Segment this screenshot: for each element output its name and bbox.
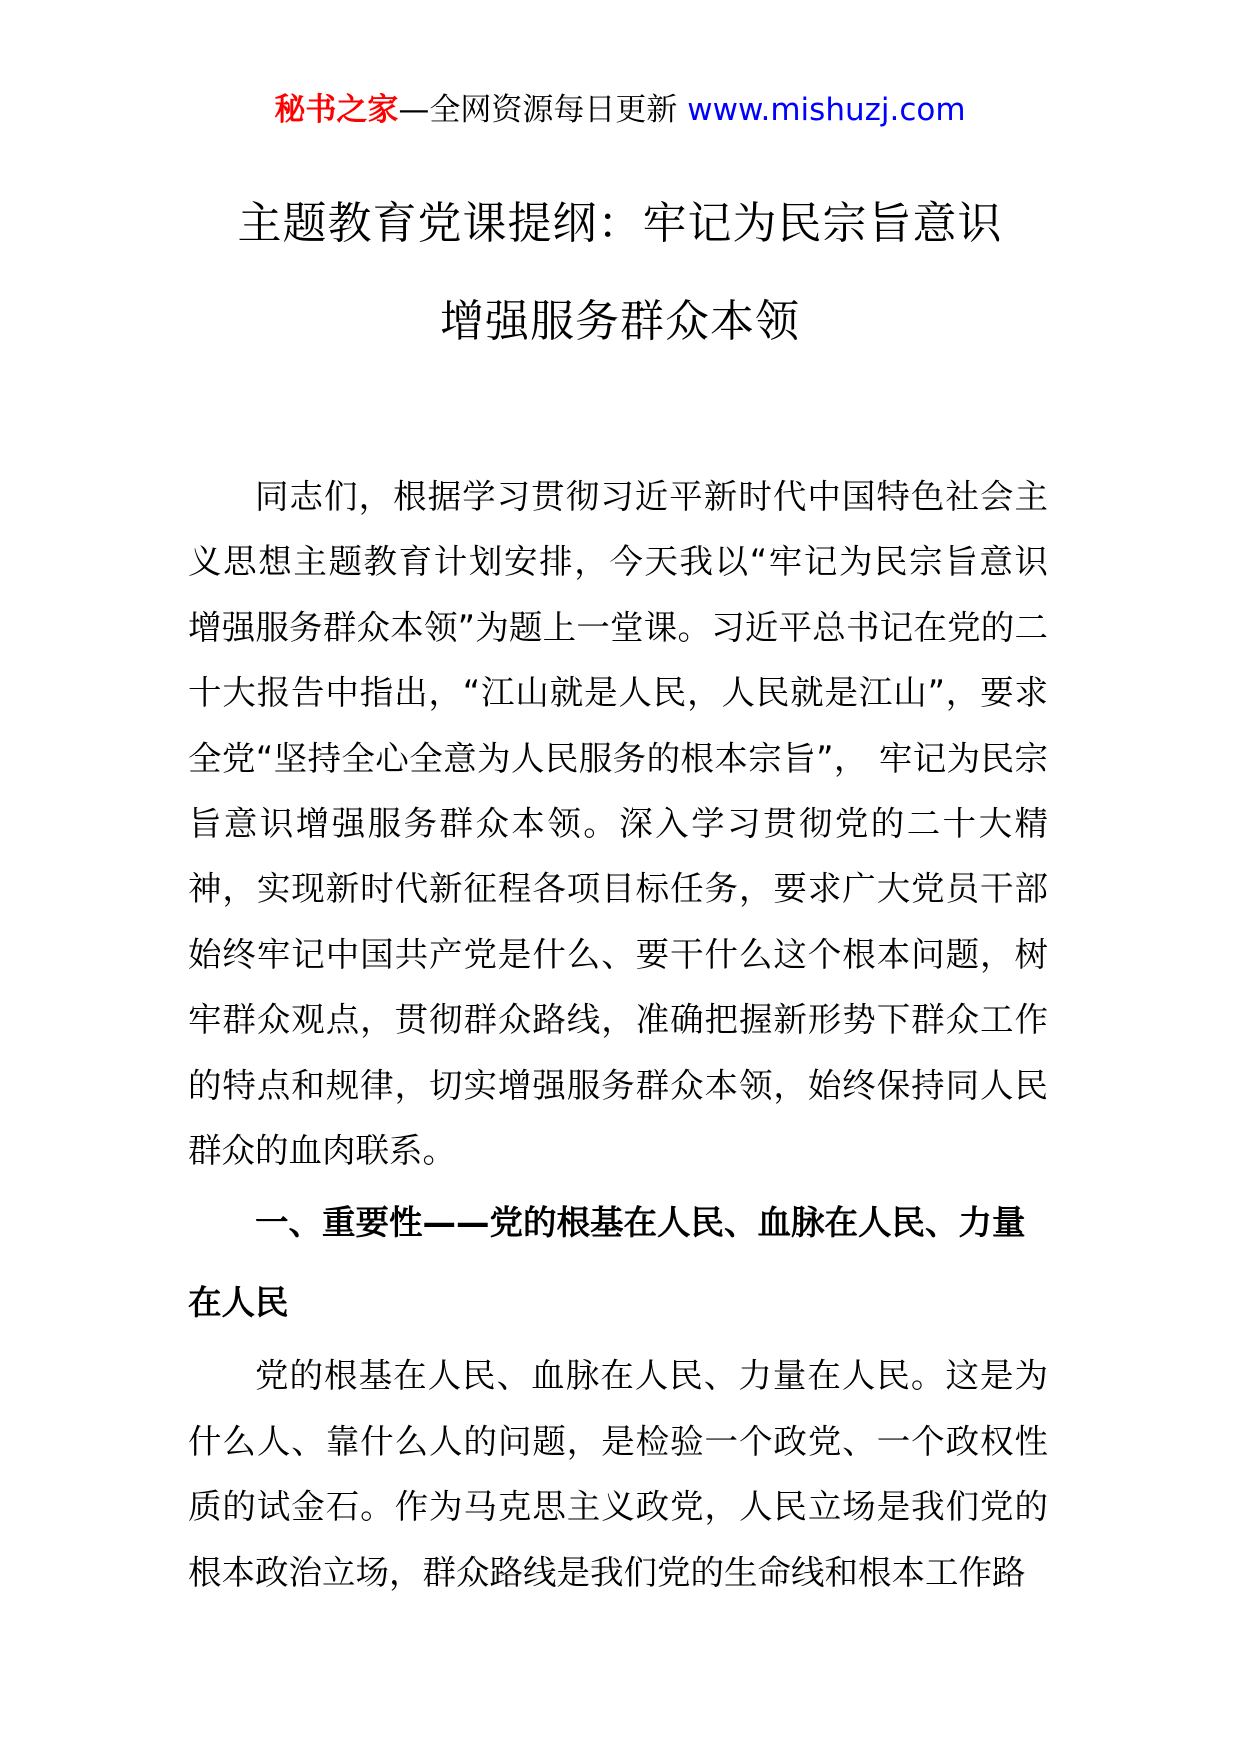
site-url-link[interactable]: www.mishuzj.com <box>687 92 966 128</box>
intro-paragraph: 同志们，根据学习贯彻习近平新时代中国特色社会主义思想主题教育计划安排，今天我以“牢记为民宗旨意识 增强服务群众本领”为题上一堂课。习近平总书记在党的二十大报告中指出，“江山就是人民，人民就是江山”，要求全党“坚持全心全意为人民服务的根本宗旨”， 牢记为民宗旨意识增强服务群众本领。深入学习贯彻党的二十大精神，实现新时代新征程各项目标任务，要求广大党员干部始终牢记中国共产党是什么、要干什么这个根本问题，树牢群众观点，贯彻群众路线，准确把握新形势下群众工作的特点和规律，切实增强服务群众本领，始终保持同人民群众的血肉联系。 <box>188 477 1048 1171</box>
site-tagline: —全网资源每日更新 <box>398 92 678 128</box>
document-title-line-2: 增强服务群众本领 <box>440 296 800 347</box>
document-title-line-1: 主题教育党课提纲：牢记为民宗旨意识 <box>237 198 1003 249</box>
site-name: 秘书之家 <box>274 92 399 128</box>
document-body <box>188 464 1048 1605</box>
section-1-heading: 一、重要性——党的根基在人民、血脉在人民、力量在人民 <box>188 1203 1026 1323</box>
section-1-paragraph: 党的根基在人民、血脉在人民、力量在人民。这是为什么人、靠什么人的问题，是检验一个政党、一个政权性质的试金石。作为马克思主义政党，人民立场是我们党的根本政治立场，群众路线是我们党的生命线和根本工作路 <box>188 1356 1048 1592</box>
site-header <box>0 88 1240 132</box>
